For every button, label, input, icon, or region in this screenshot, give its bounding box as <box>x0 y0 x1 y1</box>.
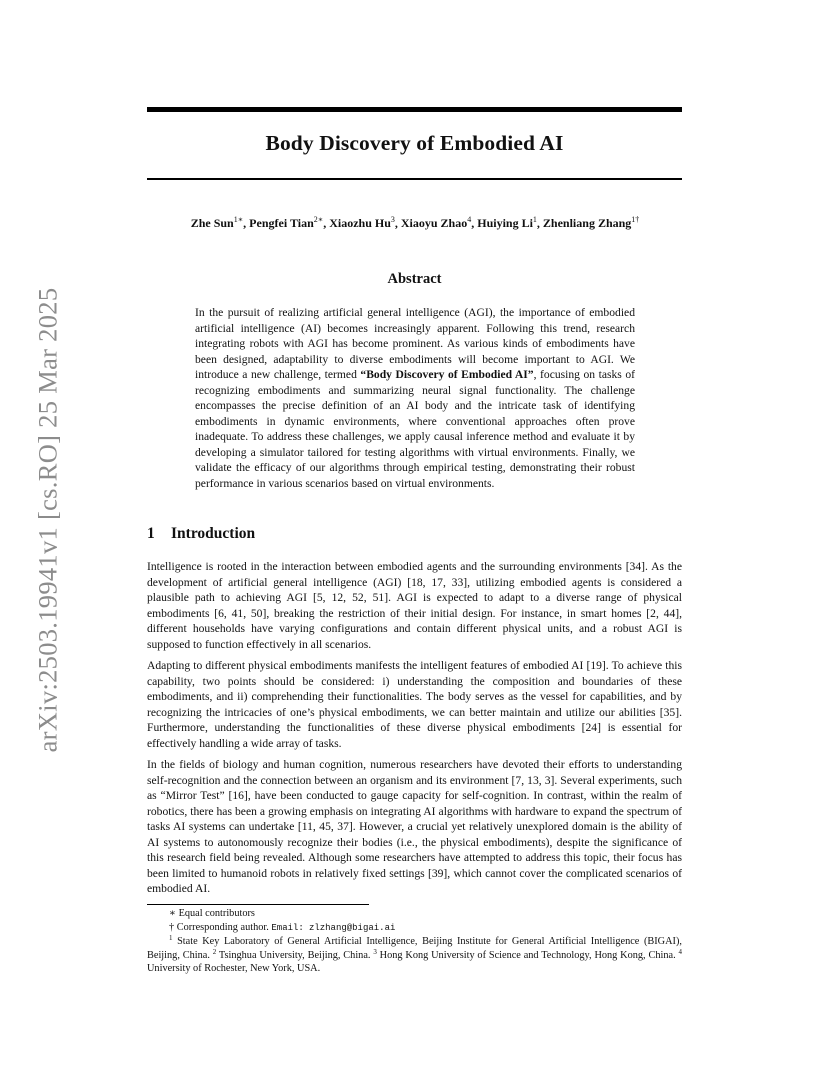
paragraph: In the fields of biology and human cognition, numerous researchers have devoted their efforts to understanding self-recognition and the connection between an organism and its environment [7, 13, 3]. Several experiments, such as “Mirror Test” [16], have been conducted to gauge capacity for self-cognition. In contrast, within the realm of robotics, there has been a growing emphasis on integrating AI algorithms with hardware to expand the spectrum of tasks AI systems can undertake [11, 45, 37]. However, a crucial yet relatively unexplored domain is the ability of AI systems to autonomously recognize their bodies (i.e., the physical embodiments), despite the significance of this research field being revealed. Although some researchers have attempted to address this topic, their focus has been limited to humanoid robots in relatively fixed settings [39], which cannot cover the complicated scenarios of embodied AI. <box>147 758 682 895</box>
paragraph: Intelligence is rooted in the interaction between embodied agents and the surrounding environments [34]. As the development of artificial general intelligence (AGI) [18, 17, 33], utilizing embodied agents is considered a plausible path to achieving AGI [5, 12, 52, 51]. AGI is expected to adapt to a diverse range of physical embodiments [6, 41, 50], breaking the restriction of their initial design. For instance, in smart homes [2, 44], different households have varying configurations and contain different physical units, and a robust AGI is supposed to function effectively in all scenarios. <box>147 560 682 651</box>
section-number: 1 <box>147 525 155 542</box>
title-bottom-rule <box>147 178 682 180</box>
author-list: Zhe Sun$^{1∗}$, Pengfei Tian$^{2∗}$, Xiaozhu Hu$^3$, Xiaoyu Zhao$^4$, Huiying Li$^1$, Zhenliang Zhang$^{1\dagger}$ <box>190 215 640 230</box>
abstract-heading: Abstract <box>387 271 442 287</box>
paragraph: Adapting to different physical embodiments manifests the intelligent features of embodied AI [19]. To achieve this capability, two points should be considered: i) understanding the composition and boundaries of these embodiments, and ii) comprehending their functionalities. The body serves as the vessel for capabilities, and by recognizing the intricacies of one’s physical embodiments, we can better maintain and utilize our abilities [35]. Furthermore, understanding the functionalities of these diverse physical embodiments [24] is essential for effectively handling a wide array of tasks. <box>147 659 682 750</box>
section-heading <box>147 525 255 543</box>
author: Pengfei Tian$^{2∗}$ <box>249 215 324 230</box>
author: Huiying Li$^1$ <box>477 215 537 230</box>
paper-title: Body Discovery of Embodied AI <box>265 131 564 155</box>
section-body <box>147 559 682 903</box>
author: Xiaoyu Zhao$^4$ <box>400 215 472 230</box>
footnote-rule <box>147 904 369 905</box>
email-link[interactable]: zlzhang@bigai.ai <box>308 922 396 933</box>
footnotes <box>147 907 682 976</box>
author: Zhe Sun$^{1∗}$ <box>190 215 244 230</box>
title-top-rule <box>147 107 682 112</box>
abstract-text: In the pursuit of realizing artificial general intelligence (AGI), the importance of embodied artificial intelligence (AI) becomes increasingly apparent. Following this trend, research integrating robots with AGI has become prominent. As various kinds of embodiments have been designed, adaptability to diverse embodiments will become important to AGI. We introduce a new challenge, termed “Body Discovery of Embodied AI”, focusing on tasks of recognizing embodiments and summarizing neural signal functionality. The challenge encompasses the precise definition of an AI body and the intricate task of identifying embodiments in dynamic environments, where conventional approaches often prove inadequate. To address these challenges, we apply causal inference method and evaluate it by developing a simulator tailored for testing algorithms with virtual environments. Finally, we validate the efficacy of our algorithms through empirical testing, demonstrating their robust performance in various scenarios based on virtual environments. <box>195 306 635 490</box>
section-title: Introduction <box>171 525 256 542</box>
challenge-name: “Body Discovery of Embodied AI” <box>360 368 534 381</box>
arxiv-id: arXiv:2503.19941v1 [cs.RO] 25 Mar 2025 <box>32 287 63 753</box>
author: Xiaozhu Hu$^3$ <box>329 215 395 230</box>
footnote-corresponding: † Corresponding author. Email: zlzhang@bigai.ai <box>169 921 396 933</box>
footnote-equal: ∗ Equal contributors <box>169 908 255 919</box>
footnote-affiliations: $^1$ State Key Laboratory of General Artificial Intelligence, Beijing Institute for General Artificial Intelligence (BIGAI), Beijing, China. $^2$ Tsinghua University, Beijing, China. $^3$ Hong Kong University of Science and Technology, Hong Kong, China. $^4$ University of Rochester, New York, USA. <box>147 934 682 974</box>
author: Zhenliang Zhang$^{1\dagger}$ <box>542 215 640 230</box>
